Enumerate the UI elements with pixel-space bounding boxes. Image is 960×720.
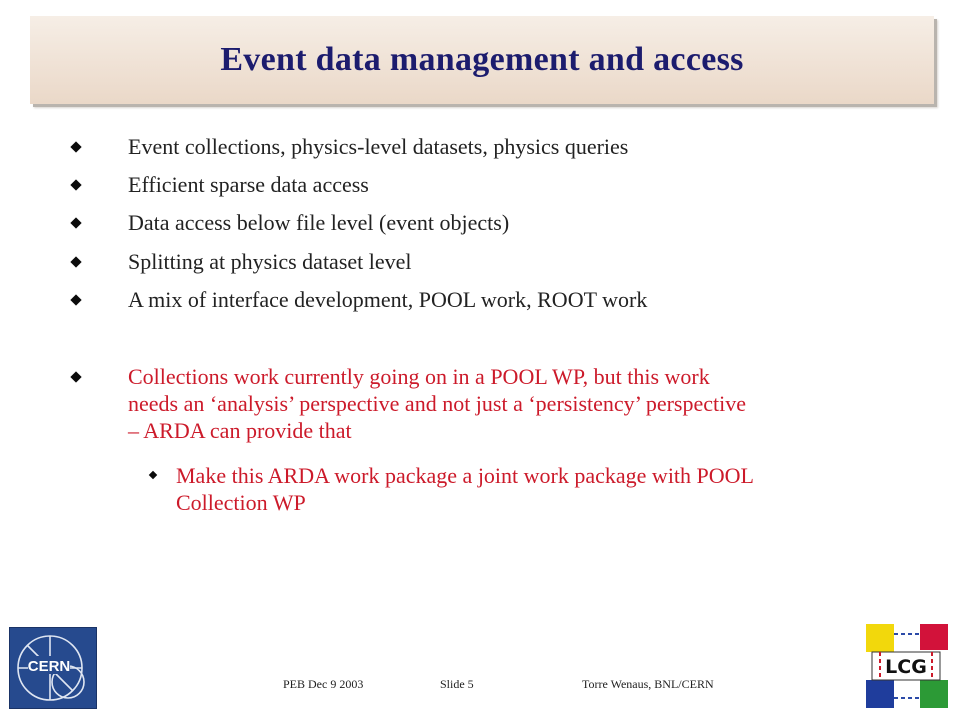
cern-logo-graphic — [10, 628, 96, 708]
footer-slide-number: Slide 5 — [440, 677, 474, 691]
diamond-bullet-icon — [70, 179, 81, 190]
diamond-bullet-icon — [70, 294, 81, 305]
diamond-bullet-icon — [70, 141, 81, 152]
diamond-bullet-icon — [70, 256, 81, 267]
sub-bullet-text-line: Make this ARDA work package a joint work package with POOL — [176, 463, 754, 488]
title-box — [30, 16, 934, 104]
bullet-text-line: – ARDA can provide that — [128, 418, 352, 443]
bullet-item — [68, 171, 928, 198]
bullet-text: A mix of interface development, POOL work, ROOT work — [128, 287, 648, 312]
diamond-bullet-icon — [70, 371, 81, 382]
diamond-bullet-icon — [70, 217, 81, 228]
bullet-text: Efficient sparse data access — [128, 172, 369, 197]
bullet-item — [68, 248, 928, 275]
sub-bullet-item — [148, 462, 960, 516]
bullet-item — [68, 133, 928, 160]
footer-author: Torre Wenaus, BNL/CERN — [582, 677, 714, 691]
sub-bullet-text-line: Collection WP — [176, 490, 306, 515]
bullet-text: Splitting at physics dataset level — [128, 249, 412, 274]
footer-date: PEB Dec 9 2003 — [283, 677, 364, 691]
lcg-logo-graphic — [862, 622, 950, 710]
bullet-item — [68, 286, 928, 313]
bullet-item-red — [68, 363, 938, 444]
bullet-text-line: needs an ‘analysis’ perspective and not just a ‘persistency’ perspective — [128, 391, 747, 416]
bullet-text: Event collections, physics-level datasets, physics queries — [128, 134, 629, 159]
lcg-logo-text: LCG — [885, 656, 927, 678]
slide-title: Event data management and access — [220, 41, 744, 78]
diamond-bullet-icon — [149, 471, 157, 479]
bullet-text-line: Collections work currently going on in a POOL WP, but this work — [128, 364, 710, 389]
lcg-logo — [862, 622, 950, 710]
bullet-text: Data access below file level (event objects) — [128, 210, 510, 235]
cern-logo-text: CERN — [27, 658, 71, 675]
bullet-item — [68, 209, 928, 236]
cern-logo — [9, 627, 97, 709]
